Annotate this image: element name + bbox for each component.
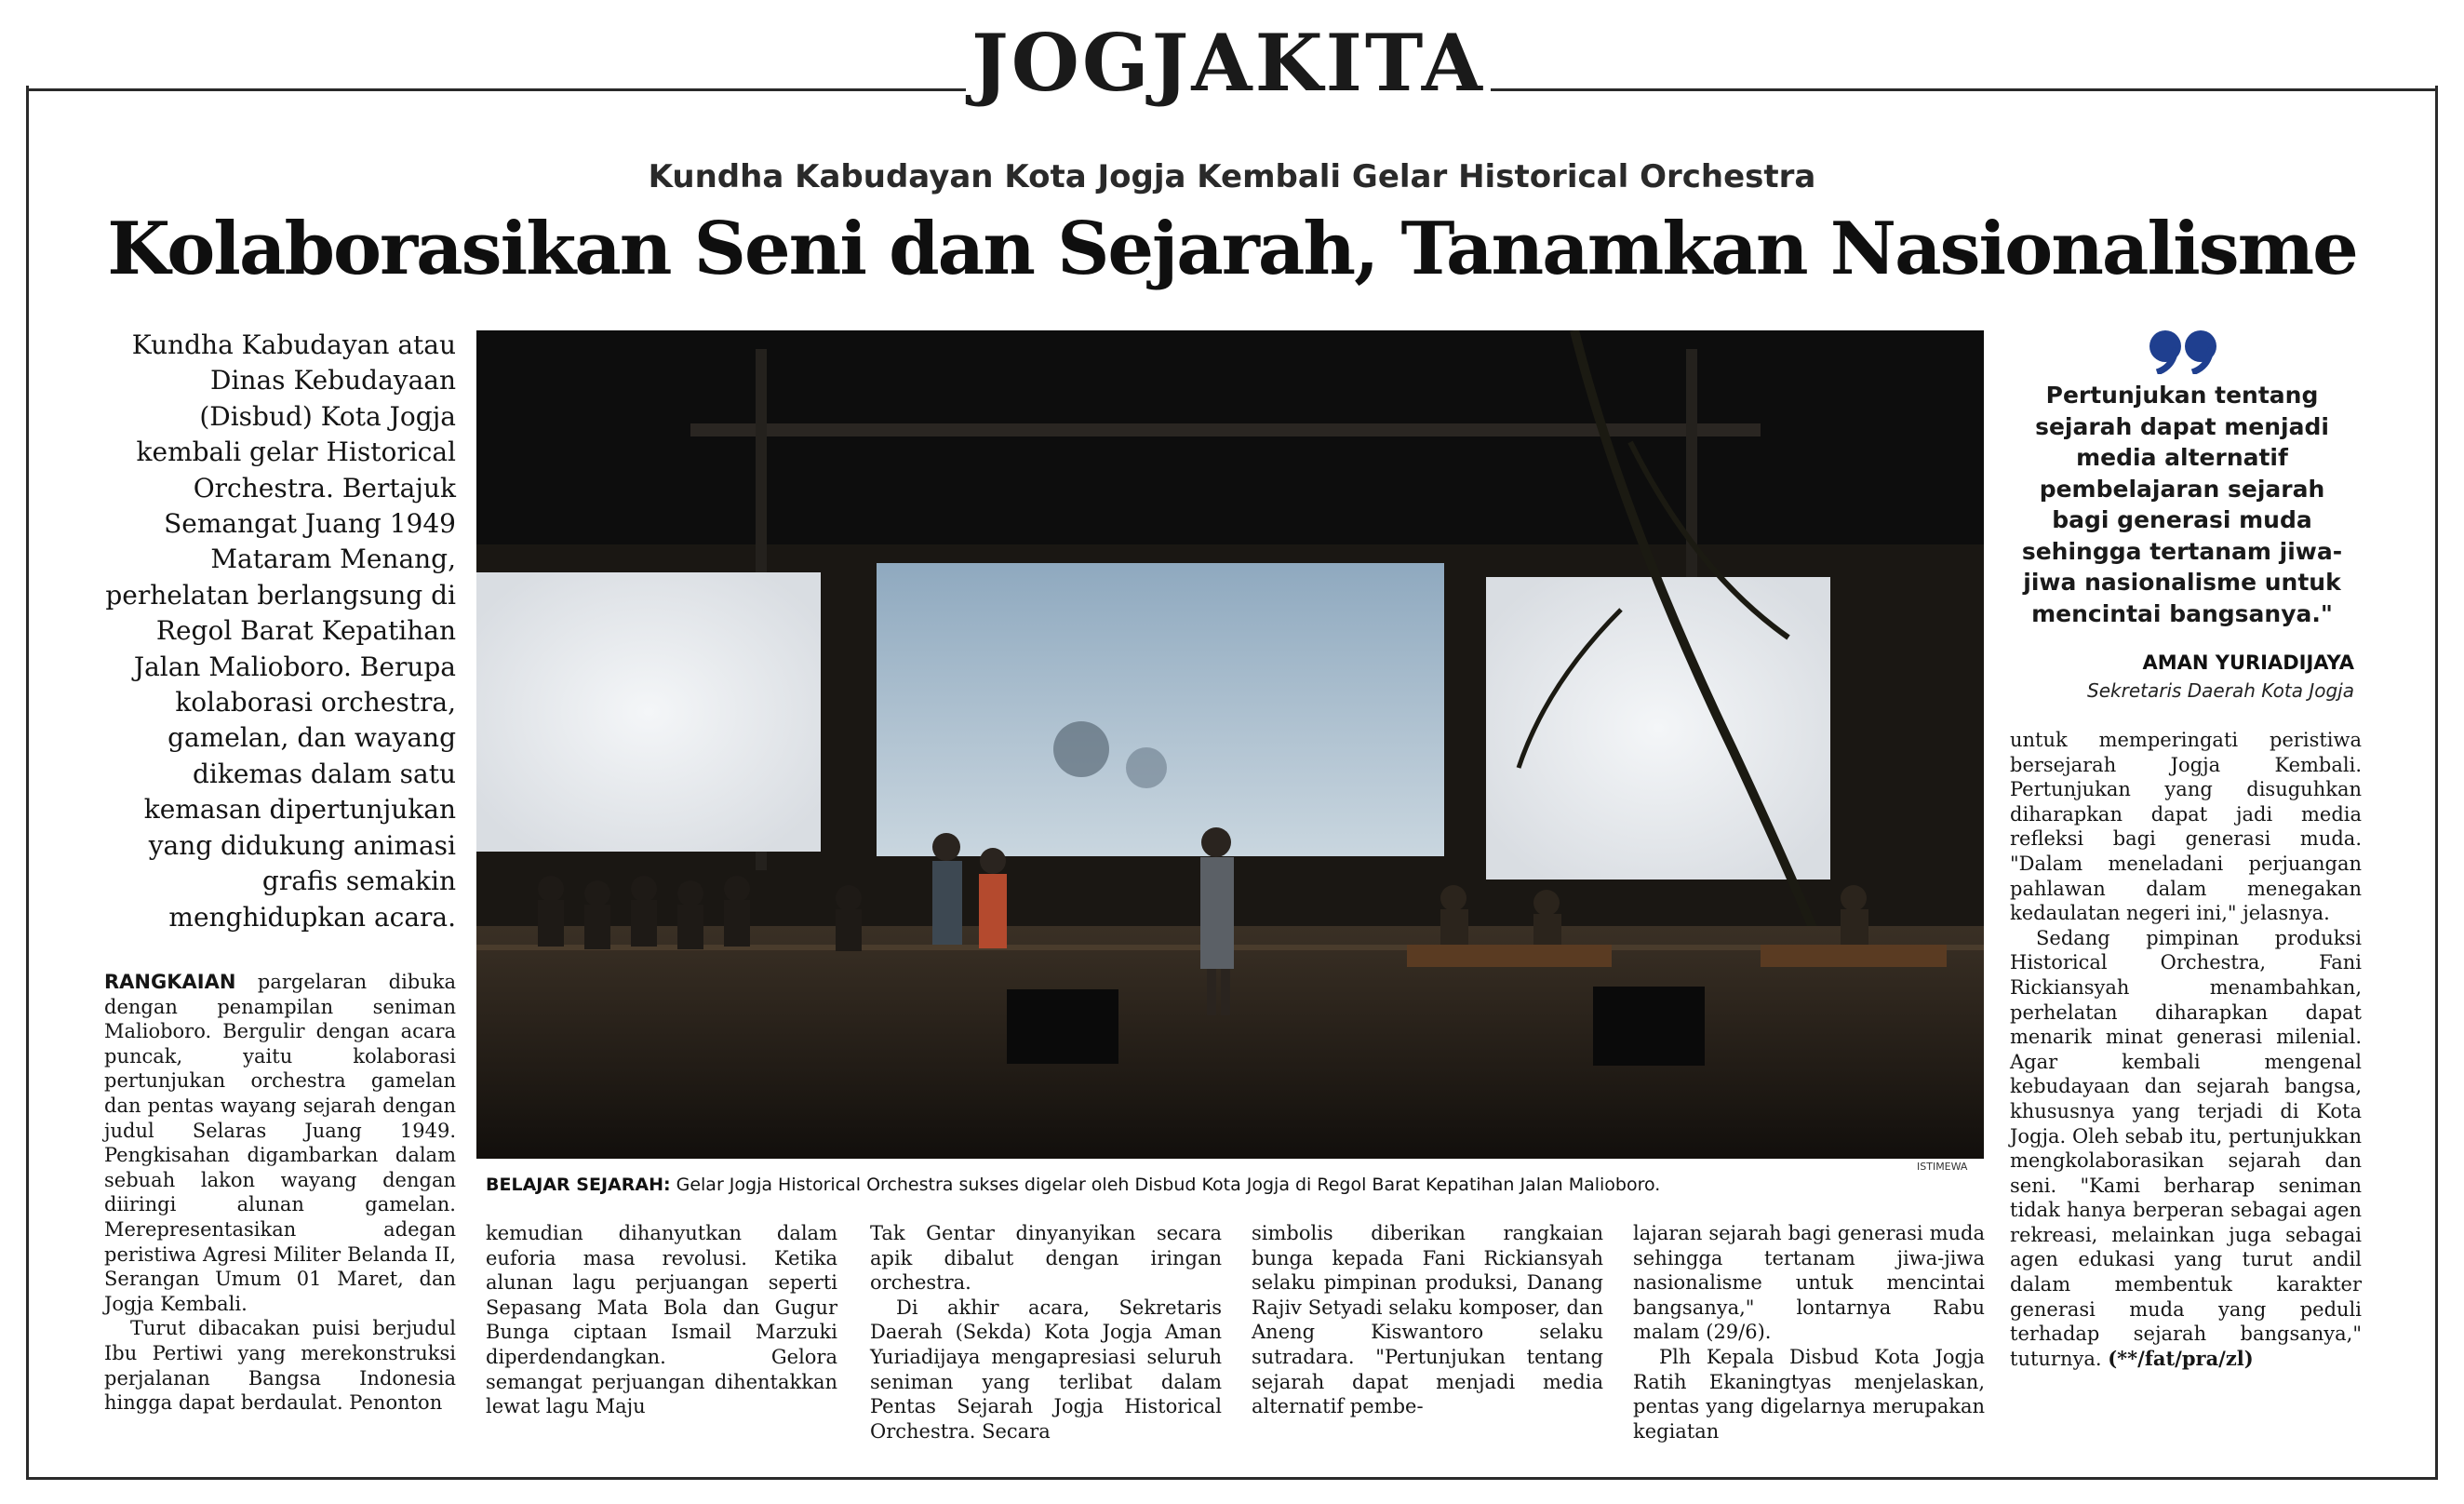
pull-quote-role: Sekretaris Daerah Kota Jogja	[2087, 679, 2354, 702]
body-column-5	[1633, 1221, 1985, 1444]
column-6-paragraph-2	[2010, 926, 2362, 1372]
body-column-3	[870, 1221, 1222, 1444]
caption-text: Gelar Jogja Historical Orchestra sukses digelar oleh Disbud Kota Jogja di Regol Barat Kepatihan Jalan Malioboro.	[670, 1175, 1661, 1195]
paragraph-text: pargelaran dibuka dengan penampilan seniman Malioboro. Bergulir dengan acara puncak, yaitu kolaborasi pertunjukan orchestra gamelan dan pentas wayang sejarah dengan judul Selaras Juang 1949. Pengkisahan digambarkan dalam sebuah lakon wayang dengan diiringi alunan gamelan. Merepresentasikan adegan peristiwa Agresi Militer Belanda II, Serangan Umum 01 Maret, dan Jogja Kembali.	[104, 971, 456, 1315]
stage-illustration	[476, 330, 1984, 1159]
body-column-2	[486, 1221, 837, 1419]
article-photo	[476, 330, 1984, 1159]
column-6-paragraph-1: untuk memperingati peristiwa bersejarah Jogja Kembali. Pertunjukan yang disuguhkan diharapkan dapat jadi media refleksi bagi generasi muda. "Dalam meneladani perjuangan pahlawan dalam menegakan kedaulatan negeri ini," jelasnya.	[2010, 729, 2362, 925]
column-4-paragraph-1: simbolis diberikan rangkaian bunga kepada Fani Rickiansyah selaku pimpinan produksi, Danang Rajiv Setyadi selaku komposer, dan Aneng Kiswantoro selaku sutradara. "Pertunjukan tentang sejarah dapat menjadi media alternatif pembe-	[1252, 1222, 1603, 1418]
section-title: JOGJAKITA	[971, 17, 1485, 109]
paragraph-text: Sedang pimpinan produksi Historical Orchestra, Fani Rickiansyah menambahkan, perhelatan diharapkan dapat menarik minat generasi milenial. Agar kembali mengenal kebudayaan dan sejarah bangsa, khususnya yang terjadi di Kota Jogja. Oleh sebab itu, pertunjukkan mengkolaborasikan sejarah dan seni. "Kami berharap seniman tidak hanya berperan sebagai agen rekreasi, melainkan juga sebagai agen edukasi yang turut andil dalam membentuk karakter generasi muda yang peduli terhadap sejarah bangsanya," tuturnya.	[2010, 926, 2362, 1370]
column-3-paragraph-2: Di akhir acara, Sekretaris Daerah (Sekda) Kota Jogja Aman Yuriadijaya mengapresiasi seluruh seniman yang terlibat dalam Pentas Sejarah Jogja Historical Orchestra. Secara	[870, 1296, 1222, 1443]
column-1-paragraph-2: Turut dibacakan puisi berjudul Ibu Pertiwi yang merekonstruksi perjalanan Bangsa Indonesia hingga dapat berdaulat. Penonton	[104, 1317, 456, 1415]
photo-credit: ISTIMEWA	[1917, 1161, 1968, 1173]
column-5-paragraph-1: lajaran sejarah bagi generasi muda sehingga tertanam jiwa-jiwa nasionalisme untuk mencintai bangsanya," lontarnya Rabu malam (29/6).	[1633, 1222, 1985, 1344]
column-3-paragraph-1: Tak Gentar dinyanyikan secara apik dibalut dengan iringan orchestra.	[870, 1222, 1222, 1295]
article-signoff: (**/fat/pra/zl)	[2108, 1346, 2254, 1370]
pull-quote-text: Pertunjukan tentang sejarah dapat menjadi media alternatif pembelajaran sejarah bagi generasi muda sehingga tertanam jiwa-jiwa nasionalisme untuk mencintai bangsanya."	[2021, 382, 2343, 627]
article-headline: Kolaborasikan Seni dan Sejarah, Tanamkan Nasionalisme	[107, 207, 2357, 291]
column-1-paragraph-1	[104, 970, 456, 1316]
paragraph-dropword: RANGKAIAN	[104, 971, 236, 993]
body-column-6	[2010, 728, 2362, 1371]
article-lead: Kundha Kabudayan atau Dinas Kebudayaan (Disbud) Kota Jogja kembali gelar Historical Orchestra. Bertajuk Semangat Juang 1949 Mataram Menang, perhelatan berlangsung di Regol Barat Kepatihan Jalan Malioboro. Berupa kolaborasi orchestra, gamelan, dan wayang dikemas dalam satu kemasan dipertunjukan yang didukung animasi grafis semakin menghidupkan acara.	[105, 329, 456, 933]
pull-quote-name: AMAN YURIADIJAYA	[2142, 651, 2354, 674]
quote-icon	[2140, 328, 2224, 374]
article-kicker: Kundha Kabudayan Kota Jogja Kembali Gelar Historical Orchestra	[648, 158, 1816, 195]
column-2-paragraph-1: kemudian dihanyutkan dalam euforia masa revolusi. Ketika alunan lagu perjuangan seperti Sepasang Mata Bola dan Gugur Bunga ciptaan Ismail Marzuki diperdendangkan. Gelora semangat perjuangan dihentakkan lewat lagu Maju	[486, 1222, 837, 1418]
caption-lead: BELAJAR SEJARAH:	[486, 1175, 671, 1195]
body-column-1	[104, 970, 456, 1416]
photo-caption	[486, 1175, 1984, 1195]
body-column-4	[1252, 1221, 1603, 1419]
column-5-paragraph-2: Plh Kepala Disbud Kota Jogja Ratih Ekaningtyas menjelaskan, pentas yang digelarnya merupakan kegiatan	[1633, 1345, 1985, 1443]
